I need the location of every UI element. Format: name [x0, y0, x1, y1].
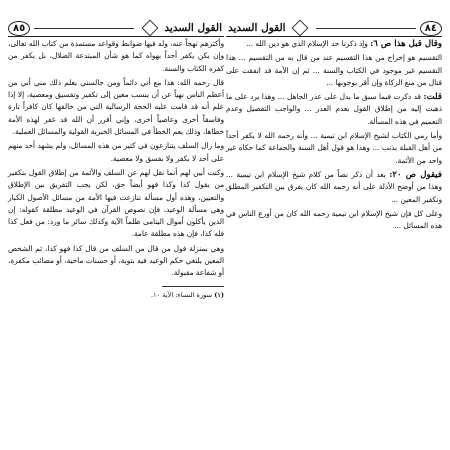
page-body	[8, 38, 224, 300]
paragraph-lead: وقال قبل هذا ص ٦:	[370, 39, 442, 49]
paragraph: وما زال السلف يتنازعون في كثير من هذه المسائل، ولم يشهد أحد منهم على أحد لا بكفر ولا بفسق ولا معصية.	[8, 141, 224, 163]
paragraph	[226, 52, 442, 89]
left-page-header	[8, 20, 224, 37]
ornament-icon	[291, 20, 308, 37]
paragraph-lead: قلت:	[423, 92, 443, 103]
paragraph-text: بعد أن ذكر نصاً من كلام شيخ الإسلام ابن تيمية ... وهذا من أوضح الأدلة على أنه رحمه الله كان يفرق بين التكفير المطلق وتكفير المعين ...	[226, 169, 442, 204]
paragraph-text: وأما رمي الكتاب لشيخ الإسلام ابن تيمية ... وأنه رحمه الله لا يكفر أحداً من أهل القبلة بذنب ... وهذا هو قول أهل السنة والجماعة كما حكاه غير واحد من الأئمة.	[226, 131, 442, 165]
header-rule	[34, 28, 134, 29]
paragraph-text: قد ذكرت فيما سبق ما يدل على عذر الجاهل ... وهذا يرد على ما ذهبت إليه من إطلاق القول بعدم العذر ... والواجب التفصيل وعدم التعميم في هذه المسألة.	[226, 92, 442, 126]
paragraph	[226, 208, 442, 233]
running-title: القول السديد	[164, 22, 222, 34]
paragraph-lead: فيقول ص ٢٠:	[389, 169, 442, 180]
paragraph	[226, 91, 442, 128]
footnote-number: (١)	[214, 290, 224, 299]
paragraph: وهي بمنزلة قول من قال من السلف من قال كذا فهو كذا، ثم الشخص المعين يلتغي حكم الوعيد فيه بتوبة، أو حسنات ماحية، أو مصائب مكفرة، أو شفاعة مقبولة.	[8, 243, 224, 278]
page-number: ٨٥	[8, 21, 30, 36]
left-page	[8, 22, 224, 440]
paragraph	[226, 169, 442, 206]
paragraph-text: وإذ ذكرنا حد الإسلام الذي هو دين الله ...	[246, 39, 368, 48]
header-rule	[316, 28, 416, 29]
running-title: القول السديد	[228, 22, 286, 34]
paragraph: وكنت أبين لهم أنما نقل لهم عن السلف والأئمة من إطلاق القول بتكفير من يقول كذا وكذا فهو أيضاً حق، لكن يجب التفريق بين الإطلاق والتعيين، وهذه أول مسألة تنازعت فيها الأمة من مسائل الأصول الكبار وهي مسألة الوعيد، فإن نصوص القرآن في الوعيد مطلقة كقوله: إن الذين يأكلون أموال اليتامى ظلماً الآية وكذلك سائر ما ورد: من فعل كذا فله كذا، فإن هذه مطلقة عامة.	[8, 167, 224, 239]
ornament-icon	[142, 20, 159, 37]
paragraph: وأكثرهم نهجاً عنه، وله فيها ضوابط وقواعد مستمدة من كتاب الله تعالى، وإن يكن يكفر أحداً بهواه كما هو شأن المبتدعة الضلال، بل يكفر من كفره الكتاب والسنة.	[8, 39, 224, 73]
footnote-separator	[162, 286, 224, 287]
footnote	[8, 290, 224, 300]
paragraph-text: التقسيم هو إخراج من هذا التقسيم عند من قال به من التقسيم ... هذا التقسيم غير موجود في الكتاب والسنة ... ثم إن الأمة قد اتفقت على قتال من منع الزكاة وإن أقر بوجوبها ...	[226, 53, 442, 87]
page-number: ٨٤	[420, 21, 442, 36]
page-body	[226, 38, 442, 232]
paragraph-text: وعلى كل فإن شيخ الإسلام ابن تيمية رحمه الله كان من أورع الناس في هذه المسائل ...	[226, 208, 442, 231]
footnote-text: سورة النساء: الآية ١٠.	[151, 290, 213, 299]
paragraph: قال رحمه الله: هذا مع أني دائماً ومن جالسني يعلم ذلك مني أني من أعظم الناس نهياً عن أن ينسب معين إلى تكفير وتفسيق ومعصية، إلا إذا علم أنه قد قامت عليه الحجة الرسالية التي من خالفها كان كافراً تارة وفاسقاً أخرى وعاصياً أخرى، وإني أقرر أن الله قد غفر لهذه الأمة خطاها، وذلك يعم الخطأ في المسائل الخبرية القولية والمسائل العملية.	[8, 77, 224, 137]
right-page	[226, 22, 443, 440]
paragraph	[226, 38, 442, 50]
right-page-header	[226, 20, 442, 37]
paragraph	[226, 130, 442, 167]
